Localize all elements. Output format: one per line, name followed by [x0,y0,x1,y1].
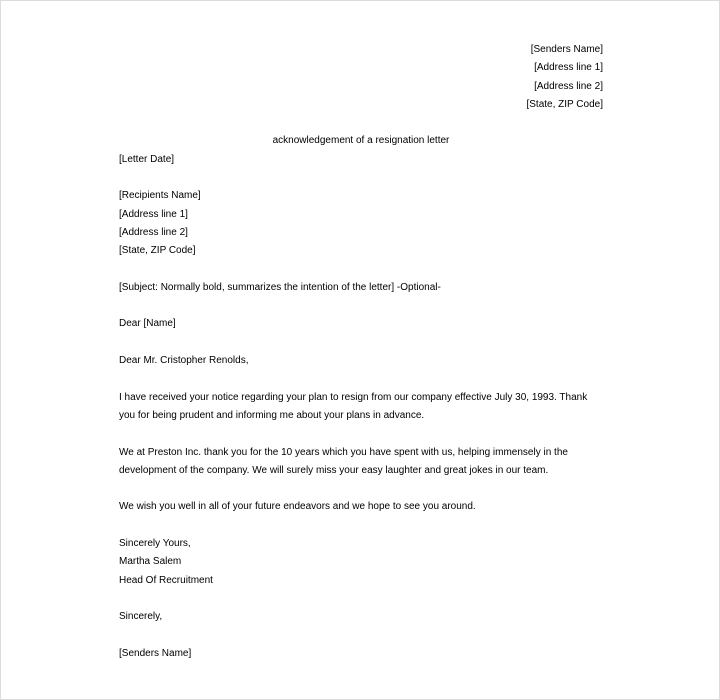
letter-title: acknowledgement of a resignation letter [272,135,450,147]
letter-body [1,1,719,663]
closing-title: Head Of Recruitment [119,574,213,586]
paragraph-3: We wish you well in all of your future endeavors and we hope to see you around. [119,501,476,513]
paragraph-1: I have received your notice regarding your plan to resign from our company effective July 30, 1993. Thank you for being prudent and informing me about your plans in advance. [119,391,588,421]
closing-block [119,535,603,590]
sender-address-block [119,41,603,114]
recipient-address-block [119,187,603,260]
salutation-placeholder: Dear [Name] [119,318,176,330]
sender-name: [Senders Name] [530,44,603,55]
closing-phrase-2: Sincerely, [119,611,163,623]
paragraph-2: We at Preston Inc. thank you for the 10 years which you have spent with us, helping immensely in the development of the company. We will surely miss your easy laughter and great jokes in our team. [119,446,568,476]
recipient-state-zip: [State, ZIP Code] [119,245,196,257]
closing-phrase: Sincerely Yours, [119,538,191,550]
sender-address-line-1: [Address line 1] [534,62,603,74]
recipient-name: [Recipients Name] [119,190,201,202]
recipient-address-line-2: [Address line 2] [119,226,188,238]
signature-placeholder: [Senders Name] [119,647,192,659]
closing-name: Martha Salem [119,556,182,568]
subject-line: [Subject: Normally bold, summarizes the intention of the letter] -Optional- [119,281,441,293]
sender-state-zip: [State, ZIP Code] [526,98,603,110]
letter-date: [Letter Date] [119,153,175,165]
salutation: Dear Mr. Cristopher Renolds, [119,355,249,367]
recipient-address-line-1: [Address line 1] [119,208,188,220]
sender-address-line-2: [Address line 2] [534,80,603,92]
